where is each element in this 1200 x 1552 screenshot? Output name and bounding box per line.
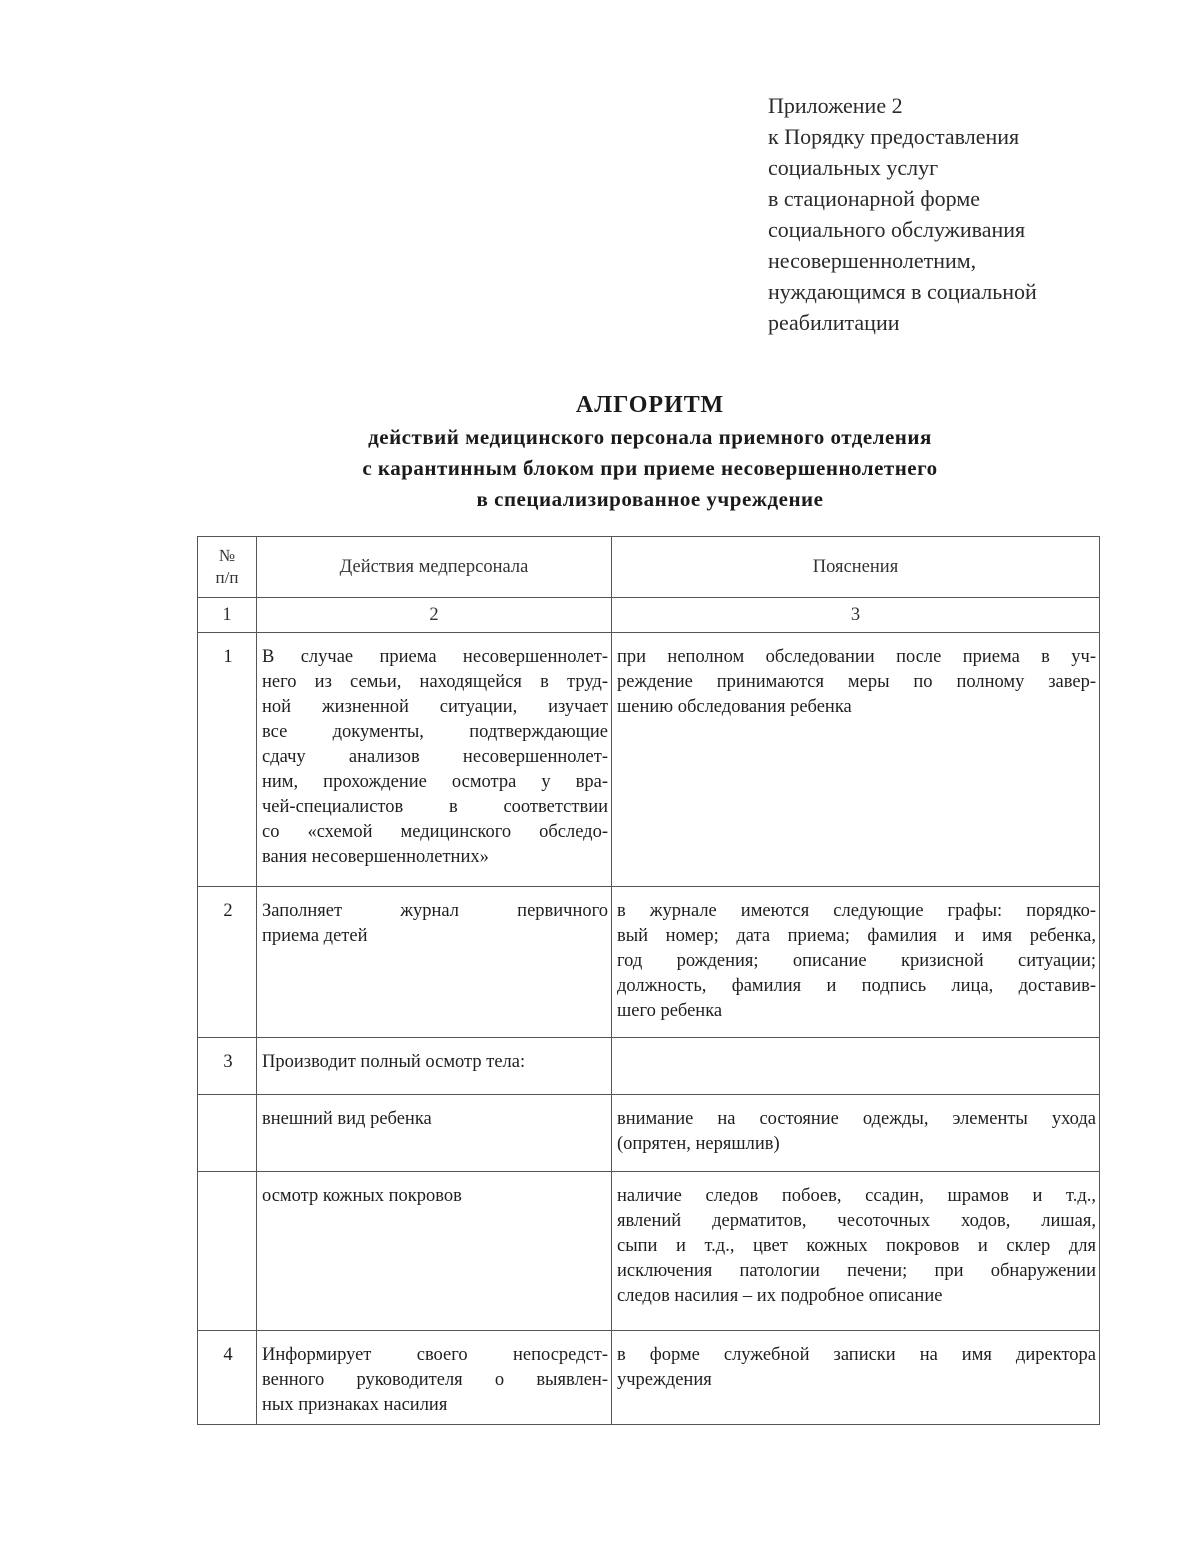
appendix-line: несовершеннолетним, [768, 248, 977, 273]
note-cell [612, 633, 1100, 887]
note-cell [612, 1095, 1100, 1172]
column-number: 2 [257, 598, 612, 633]
action-cell-line: ных признаках насилия [262, 1395, 448, 1415]
note-cell-line: исключения патологии печени; при обнаружении [617, 1261, 1096, 1281]
note-cell [612, 887, 1100, 1038]
action-cell-line: чей-специалистов в соответствии [262, 797, 608, 817]
note-cell-line: наличие следов побоев, ссадин, шрамов и т.д., [617, 1186, 1096, 1206]
table-row [198, 633, 1100, 887]
action-cell-line: приема детей [262, 926, 368, 946]
action-cell-line: Производит полный осмотр тела: [262, 1052, 526, 1072]
note-cell-line: шего ребенка [617, 1001, 723, 1021]
appendix-line: Приложение 2 [768, 93, 903, 118]
appendix-line: социальных услуг [768, 155, 939, 180]
note-cell-line: сыпи и т.д., цвет кожных покровов и склер для [617, 1236, 1096, 1256]
action-cell-line: В случае приема несовершеннолет- [262, 647, 608, 667]
appendix-line: реабилитации [768, 310, 900, 335]
title-subtitle-line: действий медицинского персонала приемного отделения [368, 425, 932, 449]
action-cell-line: Заполняет журнал первичного [262, 901, 608, 921]
note-cell-line: год рождения; описание кризисной ситуации; [617, 951, 1096, 971]
action-cell [257, 1095, 612, 1172]
header-num [198, 537, 257, 598]
action-cell-line: ним, прохождение осмотра у вра- [262, 772, 608, 792]
column-number-row [198, 598, 1100, 633]
row-number: 3 [198, 1038, 257, 1095]
row-number: 2 [198, 887, 257, 1038]
note-cell-line: явлений дерматитов, чесоточных ходов, лишая, [617, 1211, 1096, 1231]
note-cell [612, 1331, 1100, 1425]
action-cell-line: сдачу анализов несовершеннолет- [262, 747, 608, 767]
row-number [198, 1172, 257, 1331]
note-cell-line: вый номер; дата приема; фамилия и имя ребенка, [617, 926, 1096, 946]
row-number: 1 [198, 633, 257, 887]
header-actions: Действия медперсонала [257, 537, 612, 598]
action-cell-line: все документы, подтверждающие [262, 722, 608, 742]
action-cell [257, 1038, 612, 1095]
appendix-note [768, 90, 1168, 338]
row-number [198, 1095, 257, 1172]
action-cell-line: вания несовершеннолетних» [262, 847, 489, 867]
appendix-line: к Порядку предоставления [768, 124, 1020, 149]
action-cell-line: ной жизненной ситуации, изучает [262, 697, 608, 717]
header-notes: Пояснения [612, 537, 1100, 598]
note-cell-line: учреждения [617, 1370, 712, 1390]
note-cell-line: внимание на состояние одежды, элементы ухода [617, 1109, 1096, 1129]
header-num-line2: п/п [215, 568, 239, 587]
table-row [198, 1331, 1100, 1425]
action-cell-line: него из семьи, находящейся в труд- [262, 672, 608, 692]
table-row [198, 1172, 1100, 1331]
note-cell-line: шению обследования ребенка [617, 697, 852, 717]
note-cell-line: в форме служебной записки на имя директора [617, 1345, 1096, 1365]
column-number: 1 [198, 598, 257, 633]
note-cell-line: следов насилия – их подробное описание [617, 1286, 943, 1306]
note-cell [612, 1172, 1100, 1331]
note-cell-line: реждение принимаются меры по полному завер- [617, 672, 1096, 692]
action-cell [257, 1331, 612, 1425]
header-num-line1: № [218, 546, 236, 565]
table-row [198, 887, 1100, 1038]
note-cell-line: при неполном обследовании после приема в уч- [617, 647, 1096, 667]
table-header-row [198, 537, 1100, 598]
action-cell-line: венного руководителя о выявлен- [262, 1370, 608, 1390]
table-row [198, 1095, 1100, 1172]
appendix-line: нуждающимся в социальной [768, 279, 1037, 304]
title-subtitle-line: с карантинным блоком при приеме несовершеннолетнего [362, 456, 938, 480]
title-main: АЛГОРИТМ [575, 392, 725, 418]
document-title [0, 388, 1200, 515]
note-cell-line: должность, фамилия и подпись лица, доставив- [617, 976, 1096, 996]
action-cell [257, 1172, 612, 1331]
action-cell-line: внешний вид ребенка [262, 1109, 432, 1129]
action-cell [257, 887, 612, 1038]
column-number: 3 [612, 598, 1100, 633]
title-subtitle-line: в специализированное учреждение [476, 487, 824, 511]
appendix-line: социального обслуживания [768, 217, 1026, 242]
action-cell [257, 633, 612, 887]
action-cell-line: осмотр кожных покровов [262, 1186, 462, 1206]
appendix-line: в стационарной форме [768, 186, 981, 211]
note-cell-line: (опрятен, неряшлив) [617, 1134, 780, 1154]
table-row [198, 1038, 1100, 1095]
note-cell [612, 1038, 1100, 1095]
action-cell-line: со «схемой медицинского обследо- [262, 822, 608, 842]
note-cell-line: в журнале имеются следующие графы: порядко- [617, 901, 1096, 921]
row-number: 4 [198, 1331, 257, 1425]
action-cell-line: Информирует своего непосредст- [262, 1345, 608, 1365]
algorithm-table [197, 536, 1100, 1425]
